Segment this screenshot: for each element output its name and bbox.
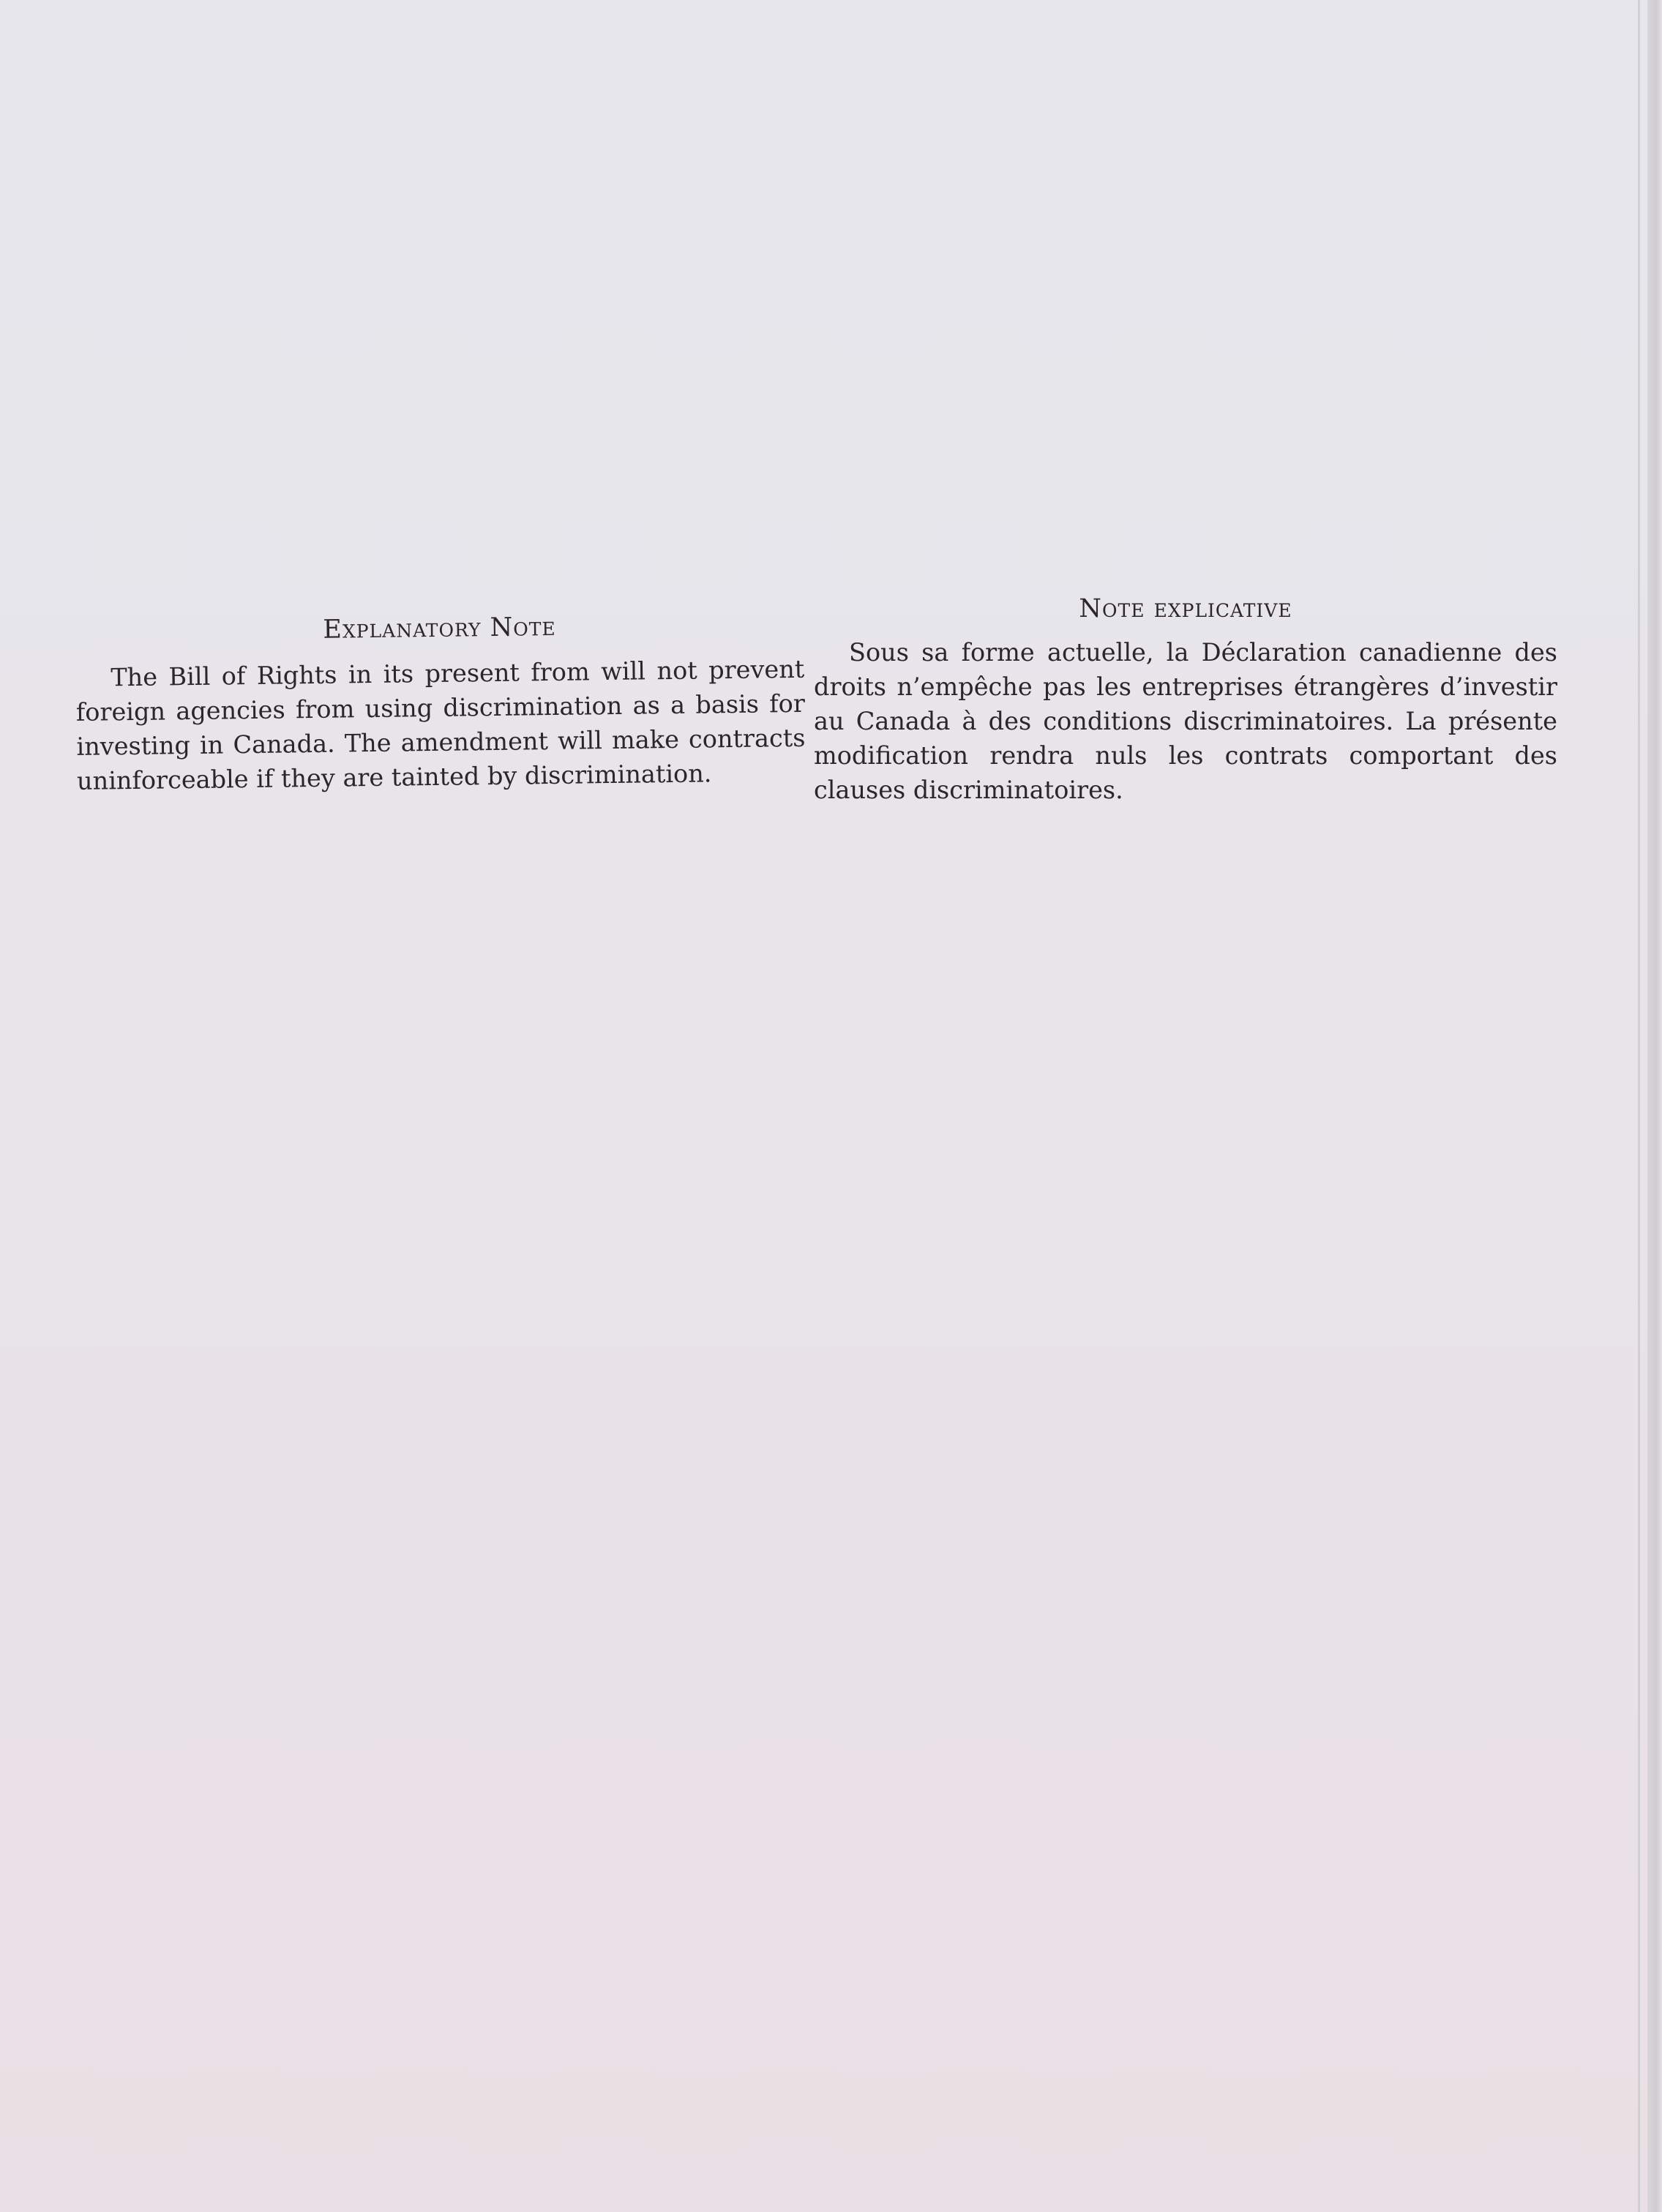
explanatory-note-heading: Explanatory Note <box>323 612 556 645</box>
note-explicative-heading: Note explicative <box>1079 594 1292 623</box>
page-binding-line <box>1638 0 1640 2212</box>
note-explicative-body: Sous sa forme actuelle, la Déclaration canadienne des droits n’empêche pas les entreprises étrangères d’investir au Canada à des conditions discriminatoires. La présente modification rendra nuls les contrats comportant des clauses discriminatoires. <box>814 638 1557 804</box>
page-edge <box>1647 0 1662 2212</box>
explanatory-note-body: The Bill of Rights in its present from will not prevent foreign agencies from using discrimination as a basis for investing in Canada. The amendment will make contracts uninforceable if they are tainted by discrimination. <box>75 654 806 795</box>
